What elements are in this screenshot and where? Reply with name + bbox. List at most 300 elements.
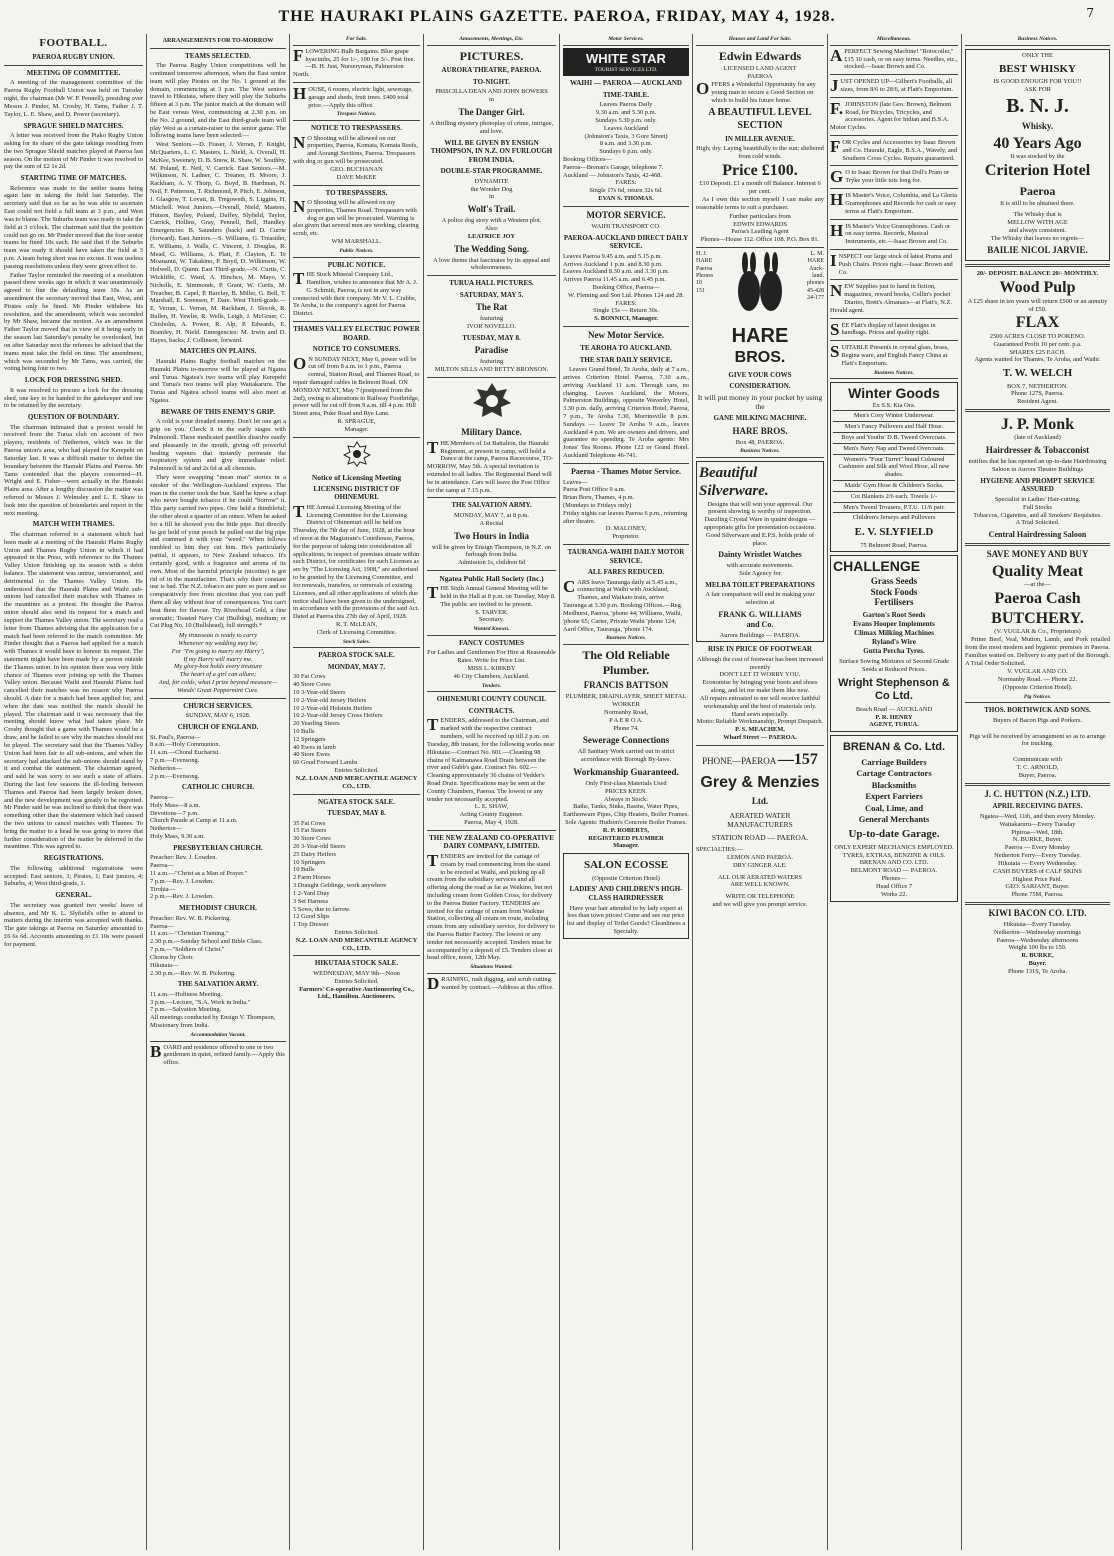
show-time: TUESDAY, MAY 8. bbox=[462, 333, 521, 342]
ad-headline: 40 Years Ago bbox=[993, 134, 1082, 152]
cast: featuring MILTON SILLS AND BETTY BRONSON. bbox=[434, 358, 549, 374]
classified-ad: FOR Cycles and Accessories try Isaac Brown and Co. Hauraki, Eagle, B.S.A., Wavely, and Southern Cross Cycles. Repairs guaranteed. bbox=[830, 137, 958, 162]
ad-body: with accurate movements. bbox=[726, 562, 794, 570]
ad-headline: SAVE MONEY AND BUY bbox=[986, 548, 1089, 559]
ad-address: V. VUGLAR AND CO. Normanby Road. — Phone 22. (Opposite Criterion Hotel). bbox=[997, 668, 1078, 691]
cast: featuring IVOR NOVELLO. bbox=[467, 315, 516, 331]
business-name: Paeroa Cash BUTCHERY. bbox=[991, 590, 1084, 627]
salon-body: Have your hair attended to by lady expert at less than town prices! Come and see our price list and display of Toilet Goods? Cleanliness a Specialty. bbox=[566, 904, 686, 935]
event-title: Military Dance. bbox=[461, 426, 522, 437]
brand-name: B. N. J. bbox=[1006, 94, 1069, 117]
company-name: WAIHI TRANSPORT CO. bbox=[591, 222, 661, 230]
notice-subheading: LICENSING DISTRICT OF OHINEMURI. bbox=[313, 484, 400, 502]
church-services: Preacher: Rev. J. Lowden. Paeroa— 11 a.m.—"Christ as a Man of Prayer." 7 p.m.—Rev. J. Lowden. Tirohia— 2 p.m.—Rev. J. Lowden. bbox=[150, 854, 248, 901]
film-title: The Danger Girl. bbox=[458, 107, 525, 118]
show-time: WILL BE GIVEN BY ENSIGN THOMPSON, IN N.Z. ON FURLOUGH FROM INDIA. bbox=[430, 138, 553, 164]
film-title: Paradise bbox=[474, 345, 509, 356]
theatre-name: TURUA HALL PICTURES. bbox=[449, 279, 534, 288]
notice-body: NO Shooting will be allowed on our properties, Paeroa, Komata, Komata Reefs, and Aorangi Sections, Paeroa. Trespassers with dog or gun will be prosecuted. bbox=[293, 132, 419, 166]
ad-headline: J. P. Monk bbox=[1000, 415, 1075, 433]
list-item: Children's Jerseys and Pullovers bbox=[833, 512, 955, 523]
brenan-ad bbox=[830, 735, 958, 901]
event-label: A Recital bbox=[479, 519, 504, 527]
phone-line bbox=[696, 750, 824, 770]
show-time: SATURDAY, MAY 5. bbox=[459, 290, 524, 299]
notice-signature: S. TARVER, Secretary. bbox=[475, 608, 508, 624]
sale-agent: N.Z. LOAN AND MERCANTILE AGENCY CO., LTD. bbox=[295, 936, 418, 952]
silverware-ad bbox=[696, 461, 824, 642]
masthead-title: THE HAURAKI PLAINS GAZETTE. PAEROA, FRIDAY, MAY 4, 1928. bbox=[278, 8, 836, 25]
ad-text: It was stocked by the bbox=[1010, 153, 1065, 161]
brand-suffix: BROS. bbox=[734, 349, 786, 367]
section-label: Tenders. bbox=[427, 681, 556, 693]
notice-signature: R. SPRAGUE, Manager. bbox=[337, 418, 376, 433]
ad-headline: J. C. HUTTON (N.Z.) LTD. bbox=[984, 788, 1091, 799]
ad-body: As I own this section myself I can make any reasonable terms to suit a purchaser. bbox=[696, 196, 824, 211]
notice-heading: TO TRESPASSERS. bbox=[325, 188, 388, 197]
subheading: REGISTRATIONS. bbox=[43, 854, 104, 863]
hotel-name: Criterion Hotel bbox=[984, 162, 1091, 180]
column-notices bbox=[293, 34, 420, 1550]
ad-subheadline: Up-to-date Garage. bbox=[848, 828, 940, 841]
sale-heading: PAEROA STOCK SALE. bbox=[318, 651, 395, 660]
cast: PRISCILLA DEAN AND JOHN BOWERS bbox=[435, 88, 548, 96]
ad-text: A £25 share in ten years will return £500 or an annuity of £50. bbox=[967, 297, 1108, 313]
classified-ad: DRAINING, rush digging, and scrub cutting wanted by contract.—Address at this office. bbox=[427, 973, 554, 993]
article-paragraph: A meeting of the management committee of the Paeroa Rugby Football Union was held on Tuesday night, the chairman (Mr W. P. Pennell), presiding over Messrs J. Pinder, M. Crosby, H. Tams, Father J. T. Taylor, L. E. Shaw, and D. Power (secretary). bbox=[4, 79, 143, 118]
list-item: Men's Navy Nap and Tweed Overcoats. bbox=[833, 443, 955, 454]
tender-subheading: CONTRACTS. bbox=[468, 706, 515, 715]
ad-body: MANUFACTURERS bbox=[727, 819, 793, 829]
section-label: Business Notices. bbox=[563, 633, 689, 645]
rugby-union-subheading: PAEROA RUGBY UNION. bbox=[32, 53, 115, 62]
ad-products: Garton's Root Seeds Evans Hooper Implements Climax Milking Machines Ryland's Wire Gutta Percha Tyres. bbox=[853, 611, 935, 655]
service-body: CARS leave Tauranga daily at 5.45 a.m., connecting at Waihi with Auckland, Thames, and Waikato train, arrive Tauranga at 3.30 p.m. Booking Offices.—Reg. Medhurst, Paeroa, 'phone 44; Williams, Waihi, 'phone 65; Carter, Private Waihi 'phone 124; Aard Office, Tauranga, 'phone 174. bbox=[563, 576, 683, 633]
column-rule bbox=[289, 34, 290, 1550]
church-name: METHODIST CHURCH. bbox=[179, 904, 257, 913]
service-subheading: PAEROA-AUCKLAND DIRECT DAILY SERVICE. bbox=[563, 233, 689, 251]
arrangements-heading: ARRANGEMENTS FOR TO-MORROW bbox=[162, 37, 274, 44]
classified-ad: SUITABLE Presents in crystal glass, brass, Regina ware, and English Fancy China at Flatt's Emporium. bbox=[830, 342, 949, 367]
column-football bbox=[4, 34, 143, 1550]
company-name: HARE BROS. bbox=[732, 425, 788, 436]
film-title: The Wedding Song. bbox=[453, 243, 530, 254]
route-heading: WAIHI — PAEROA — AUCKLAND bbox=[570, 79, 682, 88]
section-label: For Sale. bbox=[293, 34, 420, 46]
ad-headline: BEST WHISKY bbox=[999, 62, 1076, 75]
service-subheading: THE STAR DAILY SERVICE. bbox=[579, 355, 673, 364]
film-desc: A love theme that fascinates by its appeal and wholesomeness. bbox=[433, 256, 550, 272]
contact-right: L. M. HARE Auck- land. phones 45-428 24-177 bbox=[807, 250, 824, 301]
programme-label: DOUBLE-STAR PROGRAMME. bbox=[440, 167, 543, 176]
subheading: BEWARE OF THIS ENEMY'S GRIP. bbox=[161, 407, 275, 416]
sale-agent: N.Z. LOAN AND MERCANTILE AGENCY CO., LTD. bbox=[295, 774, 418, 790]
service-subheading: TE AROHA TO AUCKLAND. bbox=[580, 344, 672, 353]
brand-name: BAILIE NICOL JARVIE. bbox=[987, 245, 1088, 256]
church-services: St. Paul's, Paeroa— 8 a.m.—Holy Communion. 11 a.m.—Choral Eucharist. 7 p.m.—Evensong. Netherton— 2 p.m.—Evensong. bbox=[150, 733, 221, 780]
sale-heading: HIKUTAIA STOCK SALE. bbox=[314, 959, 399, 968]
article-paragraph: It was resolved to procure a lock for the dressing shed, one key to be handed to the gatekeeper and one to be retained by the secretary. bbox=[4, 386, 143, 410]
logo-subtext: TOURIST SERVICES LTD. bbox=[594, 66, 658, 73]
ad-subheadline: Ex S.S. Kia Ora. bbox=[872, 402, 916, 410]
booking-offices: Booking Offices— Paeroa—Brenan's Garage, telephone 7. Auckland — Johnston's Taxis, 42-468. bbox=[563, 156, 664, 179]
ad-body: It will put money in your pocket by using the bbox=[697, 392, 823, 411]
article-paragraph: A letter was received from the Piako Rugby Union asking for its share of the gate takings resulting from the two Sprague Shield matches played at Paeroa last season. On the motion of Mr Pinder it was resolved to pay the sum of £2 1s 2d. bbox=[4, 132, 143, 171]
ad-subheadline: APRIL RECEIVING DATES. bbox=[992, 802, 1083, 811]
section-label: Houses and Land For Sale. bbox=[696, 34, 824, 46]
article-paragraph: The Paeroa Rugby Union competitions will be continued tomorrow afternoon, when the East senior team will play Pirates on the No. 1 ground at the domain, commencing at 3 p.m. The West seniors travel to Hikutaia, where they will play the Suburbs fifteen at 3 p.m. The junior match at the domain will be East versus West, commencing at 2.30 p.m. on the No. 2 ground, and the East third-grade team will play West as a curtain-raiser to the senior game. The following teams have been selected:— bbox=[150, 62, 286, 140]
ad-body: Surface Sowing Mixtures of Second Grade Seeds at Reduced Prices. bbox=[839, 658, 949, 674]
section-label: Stock Sales. bbox=[293, 637, 420, 649]
list-item: Men's Cosy Winter Underwear. bbox=[833, 410, 955, 421]
pictures-heading: PICTURES. bbox=[459, 48, 524, 63]
subheading: STARTING TIME OF MATCHES. bbox=[20, 174, 127, 183]
sale-list: 30 Fat Cows 40 Store Cows 10 3-Year-old Steers 10 2-Year-old Jersey Heifers 10 2-Year-old Holstein Heifers 10 2-Year-old Jersey Cross Heifers 20 Yearling Steers 10 Bulls 12 Springers 40 Ewes in lamb 40 Store Ewes 60 Good Forward Lambs bbox=[293, 673, 383, 767]
event-date: MONDAY, MAY 7, at 8 p.m. bbox=[454, 511, 529, 519]
ad-signature: MISS L. KIRKBY 46 City Chambers, Auckland. bbox=[453, 665, 530, 680]
ad-text: The Whisky that is MELLOW WITH AGE and always consistent. The Whisky that leaves no regrets— bbox=[990, 211, 1085, 242]
ad-text: Hikutaia—Every Tuesday. Netherton—Wednesday mornings Paeroa—Wednesday afternoons Weight 100 lbs to 150. bbox=[994, 920, 1081, 952]
tender-heading: OHINEMURI COUNTY COUNCIL bbox=[436, 695, 547, 704]
service-heading: New Motor Service. bbox=[587, 330, 665, 341]
ad-agent: P. R. HENRY AGENT, TURUA. bbox=[869, 713, 919, 729]
film-desc: A thrilling mystery photoplay of crime, intrigue, and love. bbox=[429, 119, 554, 135]
section-label: Business Notices. bbox=[965, 34, 1110, 46]
phone-label: PHONE—PAEROA bbox=[702, 755, 777, 766]
ad-text: (late of Auckland) bbox=[1014, 434, 1061, 442]
ad-company: P. S. MEACHEM, Wharf Street — PAEROA. bbox=[723, 726, 797, 741]
church-services: 11 a.m.—Holiness Meeting. 3 p.m.—Lecture, "S.A. Work in India." 7 p.m.—Salvation Meeting. All meetings conducted by Ensign V. Thompson, Missionary from India. bbox=[150, 990, 276, 1030]
ad-body: SPECIALTIES:— bbox=[696, 846, 743, 854]
regiment-badge-icon bbox=[427, 381, 556, 424]
product-type: Whisky. bbox=[1021, 120, 1054, 131]
ad-body: Designs that will win your approval. Our present showing is worthy of inspection. Dazzling Crystal Ware in quaint designs — appropriate gifts for presentation occasions. Good Silverware and E.P.S. holds pride of place. bbox=[704, 500, 816, 547]
page-number: 7 bbox=[1086, 6, 1094, 20]
notice-heading: PUBLIC NOTICE. bbox=[327, 260, 386, 269]
section-label: Situations Wanted. bbox=[427, 962, 556, 974]
notice-signature: R. T. McLEAN, Clerk of Licensing Committee. bbox=[316, 620, 397, 636]
section-label: Wanted Known. bbox=[427, 624, 556, 636]
ad-text: It is still to be obtained there. bbox=[1000, 200, 1075, 208]
ad-text: ASK FOR bbox=[1024, 85, 1051, 93]
event-admission: Admission 1s, children 6d bbox=[457, 559, 526, 567]
football-heading: FOOTBALL. bbox=[39, 37, 108, 49]
event-highlight: Two Hours in India bbox=[453, 530, 530, 541]
article-paragraph: West Seniors.—D. Fraser, J. Verran, F. Knight, McQuarters, L. C. Masters, L. Nield, A. Overall, H. McKee, Sweeney, D. B. Snow, R. Shaw, W. Southby, M. Poland, E. Neil, V. Carrick. East Seniors.—M. Wilkinson, N. Ladner, C. Treanor, H. Moore, J. Rackham, A. V. Thorp, G. Boyd, B. Hardman, N. Neil, F. Patterson, T. Richmond, P. Pitch, E. Johnson, J. Glasgow, T. Lovatt, B. Tregoweth, S. Liggins, H. Mitchell. West Juniors.—Overall, Nield, Masters, Hutson, Bayley, Poland, Duffey, Slyfield, Taylor, Carrick, Hollins, Gray, Pennell, Bell, Handley. Emergencies: B. Saunders (back) and D. Currie (forward). East Juniors.—S. Williams, G. Treasider, E. Williams, J. Walls, C. Vincent, J. Douglas, R. Mead, G. Williams, A. Platt, F. Clayton, E. Te Moananui, W. Takakino, P. Boyd, D. Wilkinson, W. Holwell, D. Quinn. East Third-grade.—N. Curtis, C. Wickliffe, C. Ward, A. Hinchco, M. Mayo, V. Nicholls, E. Simmonds, P. Grant, W. Curtis, M. Treacher, B. Capel, P. Barclay, B. Miller, G. Bell, T. Marshall, E. Sorensen, F. Dare. West Third-grade.—E. Verran, L. Verran, M. Rackham, J. Slocok, R. Bullen, H. Yewlie, R. Wells, Leigh, J. McGruer, C. Chisholm, A. Power, R. Alp, P. Edwards, E. Bramley, H. Nield. Emergencies: M. Irwin and D. Hayes, backs; J. Collinson, forward. bbox=[150, 141, 286, 344]
show-time: TO-NIGHT. bbox=[473, 77, 510, 86]
classified-ad: F.JOHNSTON (late Geo. Brown), Belmont Road, for Bicycles, Tricycles, and accessories. Agent for Indian and B.S.A. Motor Cycles. bbox=[830, 98, 952, 132]
classified-ad: BOARD and residence offered to one or two gentlemen in quiet, refined family.—Apply this office. bbox=[150, 1041, 285, 1067]
ad-slogan: CONSIDERATION. bbox=[729, 382, 791, 391]
church-name: CHURCH OF ENGLAND. bbox=[177, 723, 259, 732]
classified-ad: HOUSE, 6 rooms, electric light, sewerage, garage and sheds, fruit trees. £400 total price.—Apply this office. bbox=[293, 83, 413, 109]
ad-headline: THOS. BORTHWICK AND SONS. bbox=[984, 706, 1091, 715]
ad-headline: Wood Pulp bbox=[999, 279, 1076, 297]
ad-text: Buyers of Bacon Pigs and Porkers. Pigs will be received by arrangement so as to arrange for trucking. Communicate with bbox=[969, 717, 1106, 764]
classified-ad: HIS Master's Voice Gramophones. Cash or on easy terms. Records, Musical Instruments, etc.—Isaac Brown and Co. bbox=[830, 220, 951, 246]
service-heading: MOTOR SERVICE. bbox=[586, 209, 666, 220]
column-rule bbox=[559, 34, 560, 1550]
agent-details: BOX 7, NETHERTON. Phone 127S, Paeroa. Resident Agent. bbox=[1007, 382, 1068, 406]
ad-subheadline: HYGIENE AND PROMPT SERVICE ASSURED bbox=[980, 476, 1095, 494]
notice-body: ON SUNDAY NEXT, May 6, power will be cut off from 8 a.m. to 1 p.m., Paeroa central, Station Road, and Thames Road, to repair damaged cables in Belmont Road. ON MONDAY NEXT, May 7 (postponed from the 2nd), owing to alterations to Railway Footbridge, power will be cut off from 9 a.m. till 4 p.m. Hill Street area, Puke Road and Rye Lane. bbox=[293, 353, 420, 418]
notice-body: NO Shooting will be allowed on my properties, Thames Road. Trespassers with dog or gun will be prosecuted. Warning is also given that several men are working, clearing scrub, etc. bbox=[293, 197, 419, 238]
agent-title: LICENSED LAND AGENT PAEROA bbox=[723, 65, 797, 81]
article-paragraph: Father Taylor reminded the meeting of a resolution passed three weeks ago in which it was unanimously agreed to fine the defaulting team 10s. As an amendment the secretary moved that East, West, and Pirates only be fined. Mr Pinder withdrew his resolution, and the amendment, which was seconded by Mr Shaw, became the motion. As an amendment Father Taylor moved that in view of it being early in the season last Saturday's penalty be overlooked, but on after Saturday next the referees be advised that the teams must take the field on time. The amendment, which was seconded by Mr Tams, was carried, the voting being four to two. bbox=[4, 271, 143, 373]
company-name: Grey & Menzies bbox=[700, 774, 820, 792]
church-date: SUNDAY, MAY 6, 1928. bbox=[185, 712, 251, 720]
event-body: THE Members of 1st Battalion, the Hauraki Regiment, at present in camp, will hold a Dance at the camp, Paeroa Racecourse, TO-MORROW, May 5th. A special invitation is extended to all ladies. The Regimental Band will be in attendance. Cars will leave the Post Office for the camp at 7.15 p.m. bbox=[427, 437, 553, 494]
film-title: The Rat bbox=[475, 302, 508, 313]
proprietor: D. MALONEY, Proprietor. bbox=[605, 525, 647, 541]
ad-address: STATION ROAD — PAEROA. bbox=[711, 833, 809, 843]
column-business bbox=[965, 34, 1110, 1550]
list-item: Cot Blankets 2/6 each. Towels 1/- bbox=[833, 491, 955, 502]
article-paragraph: Reference was made to the settler teams being again late in taking the field last Saturday. The secretary said that so far as he was able to ascertain East could not field a full team at 3 p.m., and West was to blame. The Suburbs team was ready to take the field at 3 o'clock. The chairman said that the position could not go on. Mr Pinder moved that the four senior teams be fined 10s each. He said that if the Suburbs team was ready it should have taken the field at 3 p.m. A team being short was no excuse. It was useless passing resolutions unless they were given effect to. bbox=[4, 184, 143, 270]
tender-heading: THE NEW ZEALAND CO-OPERATIVE DAIRY COMPANY, LIMITED. bbox=[429, 833, 554, 851]
contact-left: H. J. HARE Paeroa Phones 10 151 bbox=[696, 250, 714, 294]
product-name: GANE MILKING MACHINE. bbox=[713, 414, 807, 422]
fares: FARES: Single 17s 6d, return 32s 6d. bbox=[589, 179, 663, 195]
white-star-logo bbox=[563, 48, 689, 77]
ad-agent: R. BURKE, Buyer. bbox=[1021, 952, 1054, 967]
church-services: Preacher: Rev. W. B. Pickering. Paeroa— 11 a.m.—"Christian Training." 2.30 p.m.—Sunday School and Bible Class. 7 p.m.—"Soldiers of Christ." Chorus by Choir. Hikutaia— 2.30 p.m.—Rev. W. B. Pickering. bbox=[150, 914, 263, 977]
crest-icon bbox=[293, 441, 420, 470]
notice-heading: THAMES VALLEY ELECTRIC POWER BOARD. bbox=[293, 325, 420, 342]
event-body: will be given by Ensign Thompson, in N.Z. on furlough from India. bbox=[432, 543, 551, 559]
ad-text: —at the— bbox=[1024, 581, 1051, 589]
ad-body: ALL OUR AERATED WATERS ARE WELL KNOWN. bbox=[718, 873, 802, 889]
service-body: Leaves— Paroa Post Office 9 a.m. Brian Boru, Thames, 4 p.m. (Mondays to Fridays only) Friday nights car leaves Paeroa 6 p.m., returning after theatre. bbox=[563, 478, 688, 525]
salon-ad bbox=[563, 853, 689, 939]
salon-heading: LADIES' AND CHILDREN'S HIGH-CLASS HAIRDRESSER bbox=[569, 885, 683, 902]
ad-headline: FLAX bbox=[1015, 314, 1060, 332]
sale-date: WEDNESDAY, MAY 9th—Noon bbox=[313, 969, 400, 977]
church-heading: CHURCH SERVICES. bbox=[183, 701, 253, 710]
ad-headline: Winter Goods bbox=[848, 385, 940, 402]
column-miscellaneous bbox=[830, 34, 958, 1550]
event-title: THE SALVATION ARMY. bbox=[451, 501, 532, 510]
ad-text: IS GOOD ENOUGH FOR YOU!! bbox=[993, 77, 1082, 85]
section-label: Pig Notices. bbox=[965, 692, 1110, 704]
section-label: Trespass Notices. bbox=[293, 109, 420, 121]
timetable-heading: TIME-TABLE. bbox=[603, 90, 649, 99]
sale-date: MONDAY, MAY 7. bbox=[327, 662, 386, 671]
in-label: in bbox=[489, 96, 494, 104]
meeting-heading: MEETING OF COMMITTEE. bbox=[26, 68, 121, 77]
section-label: Public Notices. bbox=[293, 246, 420, 258]
cast: DYNAMITE the Wonder Dog in bbox=[470, 177, 513, 201]
ad-products: Grass Seeds Stock Foods Fertilisers bbox=[870, 575, 918, 608]
ad-body: WRITE OR TELEPHONE and we will give you prompt service. bbox=[712, 893, 808, 909]
list-item: Maids' Gym Hose & Children's Socks. bbox=[833, 480, 955, 491]
booking-offices: Booking Office, Paeroa— W. Fleming and Son Ltd. Phones 124 and 28. bbox=[567, 283, 685, 299]
plumber-manager: R. P. ROBERTS, REGISTERED PLUMBER Manager. bbox=[588, 826, 664, 850]
ad-company: Wright Stephenson & Co Ltd. bbox=[838, 676, 950, 703]
ad-body: OFFERS a Wonderful Opportunity for any young man to secure a Good Section on which to build his future home. bbox=[696, 78, 816, 104]
agent-name: T. W. WELCH bbox=[1002, 367, 1073, 380]
classified-ad: HIS Master's Voice, Columbia, and La Gloria Gramophones and Records for cash or easy terms at Flatt's Emporium. bbox=[830, 190, 957, 215]
ad-text: Ngatea—Wed, 11th, and then every Monday. Waitakaruru—Every Tuesday Pipiroa—Wed, 18th. N. BURKE, Buyer. Paeroa — Every Monday Netherton Ferry—Every Tuesday. Hikutaia — Every Wednesday. CASH BUYERS of CALF SKINS Highest Price Paid. GEO. SARJANT, Buyer. Phone 75M, Paeroa. bbox=[979, 813, 1096, 899]
ad-terms: 20/- DEPOSIT. BALANCE 20/- MONTHLY. bbox=[976, 270, 1099, 278]
column-amusements bbox=[427, 34, 556, 1550]
masthead bbox=[0, 0, 1114, 34]
ad-body: Sole Agency for bbox=[739, 570, 781, 578]
ad-address: 75 Belmont Road, Paeroa. bbox=[860, 541, 928, 549]
ad-text: Specialist in Ladies' Hair-cutting. Full Stocks Tobaccos, Cigarettes, and all Smokers' Requisites. A Trial Solicited. bbox=[973, 495, 1102, 527]
notice-signature: WM MARSHALL. bbox=[331, 238, 382, 246]
film-desc: A police dog story with a Western plot. bbox=[441, 217, 542, 225]
hare-bros-ad bbox=[696, 251, 824, 324]
column-rule bbox=[423, 34, 424, 1550]
ad-body: High; dry. Laying beautifully to the sun; sheltered from cold winds. bbox=[696, 145, 824, 161]
sale-entries: Entries Solicited. bbox=[334, 977, 379, 985]
ad-heading: FANCY COSTUMES bbox=[459, 638, 524, 647]
list-item: Men's Tweed Trousers, P.T.U. 11/6 pair. bbox=[833, 502, 955, 513]
ad-subheadline: Hairdresser & Tobacconist bbox=[985, 445, 1090, 456]
service-subheading: ALL FARES REDUCED. bbox=[587, 568, 665, 577]
ad-footer: Central Hairdressing Saloon bbox=[988, 530, 1087, 540]
theatre-name: AURORA THEATRE, PAEROA. bbox=[441, 66, 542, 75]
plumber-name: FRANCIS BATTSON bbox=[583, 680, 669, 691]
classified-ad: FLOWERING Bulb Bargains. Blue grape hyacinths, 25 for 1/-, 100 for 3/-. Post free.—B. H. Just, Nurseryman, Palmerston North. bbox=[293, 45, 416, 79]
ad-text: notifies that he has opened an up-to-date Hairdressing Saloon in Aurora Theatre Buildings bbox=[968, 458, 1107, 474]
classified-ad: INSPECT our large stock of latest Prams and Push Chairs. Prices right.—Isaac Brown and Co. bbox=[830, 250, 953, 276]
ad-subheadline: Dainty Wristlet Watches bbox=[718, 550, 802, 560]
ad-product: MELBA TOILET PREPARATIONS bbox=[705, 580, 815, 589]
salon-name: SALON ECOSSE bbox=[583, 859, 669, 872]
subheading: QUESTION OF BOUNDARY. bbox=[27, 413, 120, 422]
challenge-ad bbox=[830, 555, 958, 732]
winter-goods-ad bbox=[830, 382, 958, 552]
list-item: Women's "Four Turret" brand Coloured Cashmere and Silk and Wool Hose, all new shades. bbox=[833, 454, 955, 480]
also-label: Also: bbox=[484, 224, 499, 232]
ad-slogan: GIVE YOUR COWS bbox=[728, 370, 792, 379]
subheading: GENERAL. bbox=[55, 891, 92, 900]
ad-text: Prime Beef, Veal, Mutton, Lamb, and Pork retailed from the most modern and hygienic premises in Paeroa. Families waited on. Delivery to any part of the Borough. A Trial Order Solicited. bbox=[965, 636, 1110, 667]
manager: S. BONNICI, Manager. bbox=[594, 315, 658, 323]
sale-agent: Farmers' Co-operative Auctioneering Co., Ltd., Hamilton. Auctioneers. bbox=[299, 985, 414, 1001]
ad-agent: T. C. ARNOLD, Buyer, Paeroa. bbox=[1016, 763, 1059, 779]
ad-body: AERATED WATER bbox=[729, 810, 791, 820]
section-label: Business Notices. bbox=[830, 368, 958, 380]
article-paragraph: The chairman intimated that a protest would be received from the Turua club on account of two players, residents of Netherton, which was in the Paeroa union's area, who had played for Kerepehi on Saturday last. It was a difficult matter to define the boundary between the Hauraki Plains and Paeroa. Mr Tams contended that the players concerned—H. Wright and E. Fisher—were actually in the Hauraki Plains area. After a lengthy discussion the matter was referred to Messrs J. Welmsley and L. E. Shaw to look into the question of boundaries and report to the next meeting. bbox=[4, 423, 143, 517]
tender-signature: L. E. SHAW, Acting County Engineer. Paeroa, May 4, 1928. bbox=[459, 803, 524, 826]
ad-body: Although the cost of footwear has been increased recently DON'T LET IT WORRY YOU. Economise by bringing your boots and shoes along, and let me make them like new. All repairs entrusted to me will receive faithful workmanship and the best of materials only. Hand sewn especially. Motto: Reliable Workmanship, Prompt Despatch. bbox=[696, 655, 824, 726]
subheading: TEAMS SELECTED. bbox=[185, 51, 251, 60]
article-paragraph: The secretary was granted two weeks' leave of absence, and Mr K. L. Slyfield's offer to attend to matters during the interim was accepted with thanks. The gate takings at Paeroa on Saturday amounted to £6 6s 6d. Accounts amounting to £1 10s were passed for payment. bbox=[4, 901, 143, 948]
section-label: Business Notices. bbox=[696, 446, 824, 458]
section-headline: A BEAUTIFUL LEVEL SECTION bbox=[708, 107, 812, 131]
section-label: Miscellaneous. bbox=[830, 34, 958, 46]
ad-address: Beach Road — AUCKLAND bbox=[855, 705, 933, 713]
article-paragraph: A cold is your dreaded enemy. Don't let one get a grip on you. Check it in the early stages with Pulmonoll. These medicated pastilles dissolve easily and pleasantly in the mouth, giving off powerful healing vapours that instantly permeate the respiratory system and give immediate relief. Pulmonoll is 6d and 2s 6d at all chemists. bbox=[150, 418, 286, 473]
sale-entries: Entries Solicited. bbox=[334, 767, 379, 775]
service-heading: TAURANGA-WAIHI DAILY MOTOR SERVICE. bbox=[567, 548, 685, 565]
film-title: Wolf's Trail. bbox=[467, 204, 516, 215]
sale-date: TUESDAY, MAY 8. bbox=[327, 809, 386, 818]
ad-headline: CHALLENGE bbox=[833, 558, 921, 575]
ad-company: FRANK G. WILLIAMS and Co. bbox=[718, 610, 802, 629]
salon-location: (Opposite Criterion Hotel) bbox=[592, 874, 660, 882]
ad-products: LEMON AND PAEROA. DRY GINGER ALE. bbox=[727, 854, 793, 869]
section-label: Motor Services. bbox=[563, 34, 689, 46]
classified-ad: GO to Isaac Brown for that Doll's Pram or Tryke your little tots long for. bbox=[830, 167, 949, 187]
hare-icon bbox=[731, 251, 789, 324]
brand-name: HARE bbox=[731, 324, 789, 347]
article-paragraph: They were swapping "mean man" stories in a smoker of the Wellington-Auckland express. The man in the corner took the bun. Said he knew a chap who never bought tobacco if he could "borrow" it. This party carried two pipes. One held a thimbleful; the other about a quarter of an ounce. When he asked for a fill he showed you the little pipe. But directly he got hold of your pouch he pulled out the big pipe and crammed it with your "weed." When fellows tumbled to him they cut him. He's particularly partial, it appears, to New Zealand tobacco. It's certainly good, with a fragrance and aroma of its own. Most of the harmful principle (nicotine) is got rid of in the manufacture. That's why their constant use is bad. The N.Z. tobacco are pure so pure and so comparatively free from nicotine that you can puff them all day without fear of consequences. You can't beat them for flavour. Try Riverhead Gold, a fine aromatic; Toasted Navy Cut (Bulldog), medium; or Cut Plug No. 10 (Bullshead), full strength.* bbox=[150, 473, 286, 630]
timetable: Leaves Paeroa Daily 9.30 a.m. and 5.30 p.m. Sundays 5.30 p.m. only. Leaves Auckland (Johnston's Taxis, 3 Gore Street) 8 a.m. and 3.30 p.m. Sundays 6 p.m. only. bbox=[584, 101, 668, 156]
notice-signature: GEO. BUCHANAN DAVE McKEE bbox=[330, 165, 383, 181]
subheading: MATCH WITH THAMES. bbox=[32, 520, 115, 529]
ad-body: ONLY EXPERT MECHANICS EMPLOYED. TYRES, EXTRAS, BENZINE & OILS. bbox=[834, 843, 954, 859]
ad-company: E. V. SLYFIELD bbox=[854, 526, 934, 539]
service-body: Leaves Grand Hotel, Te Aroha, daily at 7 a.m., arrives Criterion Hotel Paeroa, 7.30 a.m., arriving Auckland 11 a.m. Through cars, no changing. Leaves Auckland, the Motors, Palmerston Buildings, opposite Waverley Hotel, 3.30 p.m. daily, arriving Criterion Hotel, Paeroa, 7 p.m., Te Aroha 7.30, Morrinsville 8 p.m. Sundays — Leave Te Aroha 9 a.m., leaves Auckland 4 p.m. We are owners and drivers, and guarantee no speeding. Te Aroha agents: Mrs Jonas' Tea Rooms. Phone 122 or Grand Hotel. Auckland Telephone 46-741. bbox=[563, 366, 689, 460]
plumber-details: PLUMBER, DRAINLAYER, SHEET METAL WORKER Normanby Road, P A E R O A. Phone 74. bbox=[565, 693, 687, 732]
plumber-details: Only First-class Materials Used PRICES KEEN. Always in Stock: Baths, Tanks, Sinks, Basins, Water Pipes, Earthenware Pipes, Chip Heaters, Boiler Frames. Sole Agents: Hudson's Concrete Boiler Frames. bbox=[563, 779, 689, 826]
event-title: Ngatea Public Hall Society (Inc.) bbox=[439, 573, 544, 583]
tender-body: TENDERS, addressed to the Chairman, and marked with the respective contract numbers, will be received up till 2 p.m. on Tuesday, 8th instant, for the following works near Hikutaia:—Contract No. 601.—Cleaning 98 chains of Kaimanawa Road Drain between the river and Gubb's gate. Contract No. 602.—Cleaning approximately 36 chains of Vedder's Road Drain. Specifications may be seen at the County Chambers, Paeroa. The lowest or any tender not necessarily accepted. bbox=[427, 715, 555, 803]
ad-text: ONLY THE bbox=[1022, 51, 1053, 59]
ad-address: Aurora Buildings — PAEROA. bbox=[719, 631, 801, 639]
ad-text: (V. VUGLAR & Co., Proprietors) bbox=[994, 628, 1081, 636]
poem: My trousseau is ready to carry Whenever my wedding may be; For "I'm going to marry my Harry", If my Harry will marry me. My glory-box holds every treasure The heart of a girl can allure; And, for colds, what I prize beyond measure— Woods' Great Peppermint Cure. bbox=[158, 632, 278, 694]
section-label: Accommodation Vacant. bbox=[150, 1030, 286, 1042]
ad-company: BRENAN & Co. Ltd. bbox=[842, 741, 946, 754]
church-name: CATHOLIC CHURCH. bbox=[181, 783, 255, 792]
ad-phones: Phones— Head Office 7 Works 22. bbox=[875, 875, 913, 898]
notice-heading: NOTICE TO TRESPASSERS. bbox=[310, 124, 403, 133]
article-paragraph: The following additional registrations were accepted: East seniors, 3; Pirates, 1; East juniors, 4; Suburbs, 4; West third-grade, 1. bbox=[4, 864, 143, 888]
ad-headline: RISE IN PRICE OF FOOTWEAR bbox=[708, 645, 812, 654]
ad-address: BRENAN AND CO. LTD. BELMONT ROAD — PAEROA. bbox=[850, 859, 938, 875]
plumber-subheading: Sewerage Connections bbox=[582, 735, 670, 746]
classified-ad: SEE Flatt's display of latest designs in handbags. Prices and quality right. bbox=[830, 319, 936, 339]
ad-text: 2500 ACRES CLOSE TO POKENO. Guaranteed Profit 10 per cent. p.a. SHARES £25 EACH. Agents wanted for Thames, Te Aroha, and Waihi. bbox=[974, 332, 1101, 364]
ad-body: For Ladies and Gentlemen For Hire at Reasonable Rates. Write for Price List. bbox=[427, 649, 556, 665]
plumber-details: All Sanitary Work carried out in strict accordance with Borough By-laws. bbox=[577, 748, 675, 764]
whisky-ad bbox=[965, 49, 1110, 262]
column-rule bbox=[961, 34, 962, 1550]
service-heading: Paeroa - Thames Motor Service. bbox=[571, 466, 681, 476]
church-name: PRESBYTERIAN CHURCH. bbox=[173, 843, 263, 852]
subheading: LOCK FOR DRESSING SHED. bbox=[24, 376, 123, 385]
classified-ad: APERFECT Sewing Machine! "Rotocoiler," £15 10 cash, or on easy terms. Needles, etc., stocked.—Isaac Brown and Co. bbox=[830, 45, 958, 71]
cast: LEATRICE JOY bbox=[467, 232, 516, 240]
ad-headline: KIWI BACON CO. LTD. bbox=[988, 907, 1087, 918]
plumber-heading: The Old Reliable Plumber. bbox=[582, 648, 670, 677]
agent-name: Edwin Edwards bbox=[718, 48, 802, 63]
ad-headline: Quality Meat bbox=[991, 562, 1084, 580]
notice-body: THE Stock Mineral Company Ltd., Hamilton, wishes to announce that Mr A. J. G. Schmitt, Paeroa, is not in any way connected with their company. Mr V. L. Crabbe, Te Aroha, is the company's agent for Paeroa District. bbox=[293, 269, 418, 318]
location: IN MILLER AVENUE. bbox=[725, 134, 795, 143]
notice-subheading: NOTICE TO CONSUMERS. bbox=[312, 345, 401, 354]
subheading: MATCHES ON PLAINS. bbox=[179, 347, 257, 356]
sale-heading: NGATEA STOCK SALE. bbox=[318, 797, 395, 806]
classified-ad: JUST OPENED UP—Gilbert's Footballs, all sizes, from 8/6 to 28/6, at Flatt's Emporium. bbox=[830, 76, 954, 96]
notice-heading: Notice of Licensing Meeting bbox=[311, 472, 402, 482]
phone-number: —157 bbox=[777, 750, 818, 768]
ad-services: Carriage Builders Cartage Contractors Blacksmiths Expert Farriers Coal, Lime, and General Merchants bbox=[856, 756, 932, 824]
church-services: Paeroa— Holy Mass—8 a.m. Devotions—7 p.m. Church Parade at Camp at 11 a.m. Netherton— Holy Mass, 9.30 a.m. bbox=[150, 794, 238, 841]
logo-text: WHITE STAR bbox=[586, 50, 666, 66]
price: Price £100. bbox=[722, 161, 798, 179]
list-item: Boys and Youths' D.B. Tweed Overcoats. bbox=[833, 432, 955, 443]
column-rule bbox=[692, 34, 693, 1550]
sale-entries: Entries Solicited. bbox=[334, 928, 379, 936]
ad-headline: Beautiful Silverware. bbox=[699, 465, 769, 500]
timetable: Leaves Paeroa 9.45 a.m. and 5.15 p.m. Arrives Auckland 1 p.m. and 8.30 p.m. Leaves Auckland 8.30 a.m. and 3.30 p.m. Arrives Paeroa 11.45 a.m. and 6.45 p.m. bbox=[563, 252, 670, 284]
